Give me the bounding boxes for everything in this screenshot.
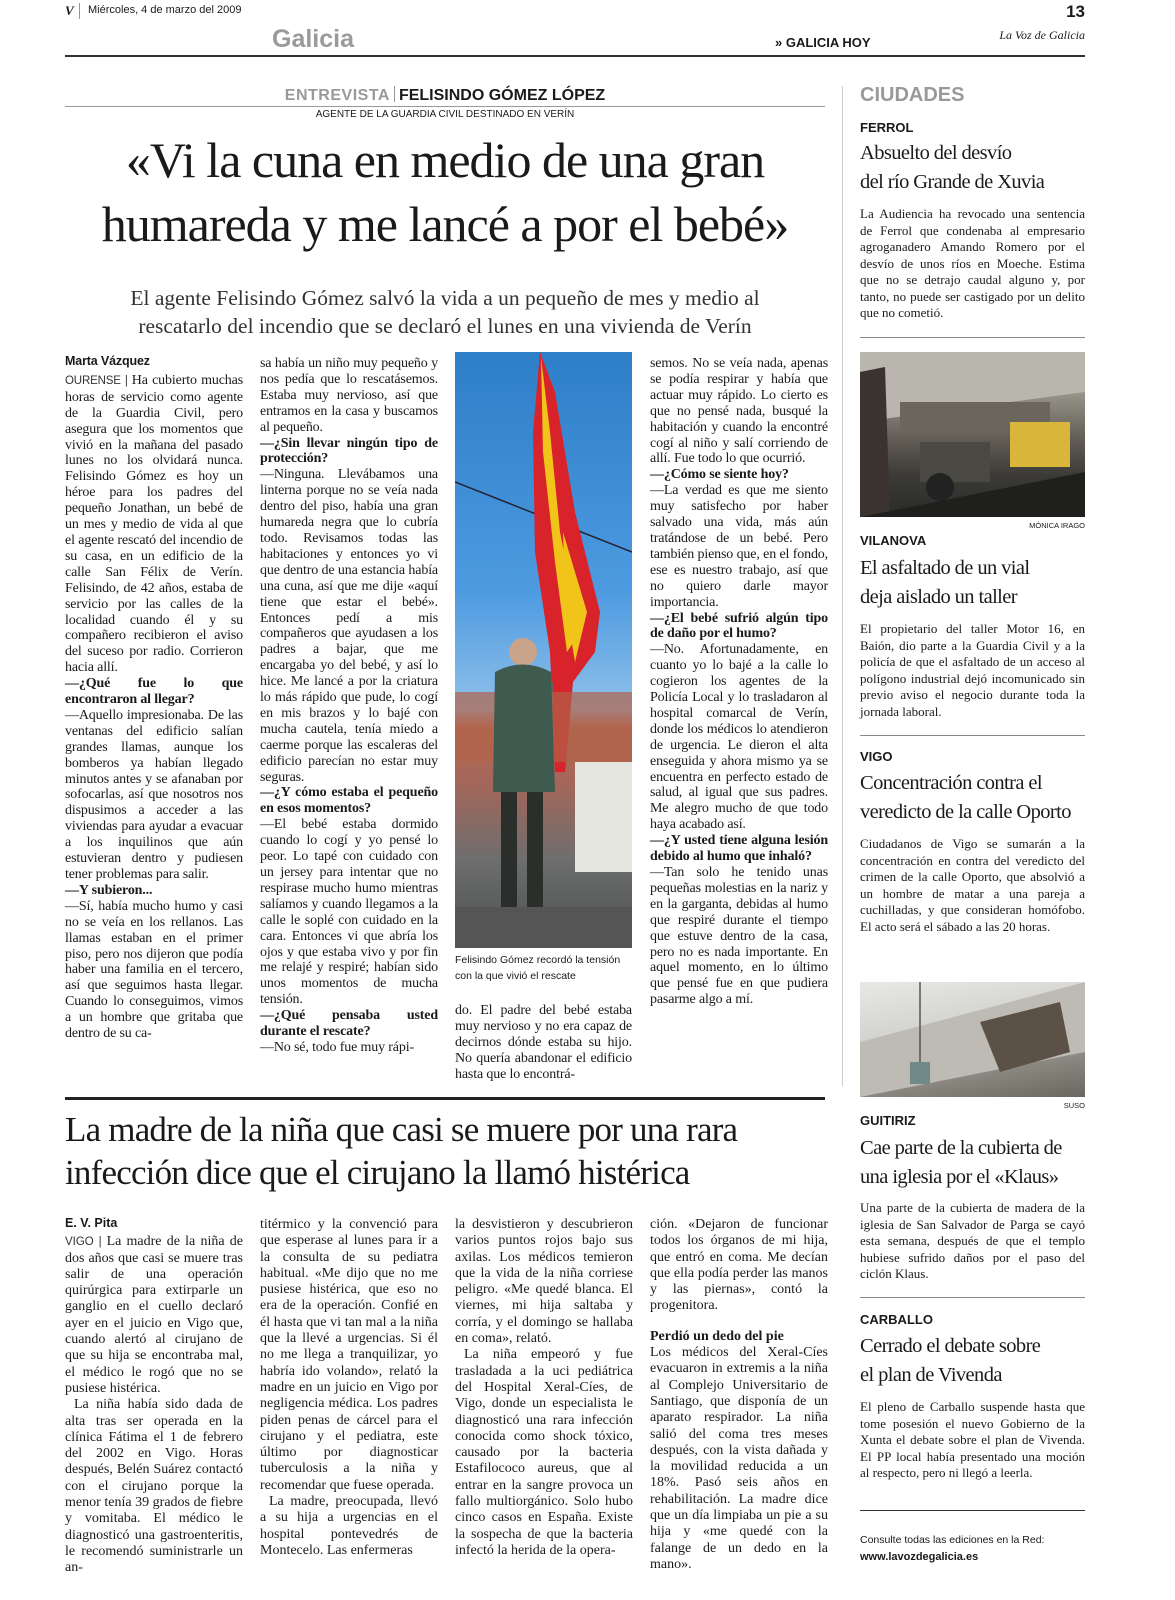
kicker-rule — [65, 106, 825, 107]
photo-credit: SUSO — [1063, 1101, 1085, 1110]
brief-headline — [860, 139, 1160, 197]
paragraph — [260, 356, 438, 436]
article-deck — [65, 284, 825, 340]
column-body — [650, 1217, 828, 1573]
paragraph-text: —No. Afortunadamente, en cuanto yo lo bajé a la calle lo cogieron los agentes de la Policía Local y lo trasladaron al hospital comarcal de Verín, donde los médicos lo atendieron de urgencia. Le dieron el alta enseguida y ahora mismo ya se encuentra en perfecto estado de salud, al igual que sus padres. Me alegro mucho de que todo haya acabado así. — [650, 642, 828, 833]
column-body — [455, 1003, 632, 1083]
brief-body: La Audiencia ha revocado una sentencia de Ferrol que condenaba al empresario agroganadero Amando Romero por el desvío de unos ríos en Moeche. Estima que no se detrajo caudal alguno y, por tanto, no puede ser castigado por un delito que no cometió. — [860, 206, 1085, 320]
subsection-label: » GALICIA HOY — [775, 35, 871, 50]
interview-column-3 — [455, 1003, 632, 1083]
paragraph — [260, 1217, 438, 1494]
paragraph — [260, 467, 438, 785]
paragraph-text: ción. «Dejaron de funcionar todos los órganos de mi hija, que entró en coma. Me decían que ella podía perder las manos y las piernas», contó la progenitora. — [650, 1217, 828, 1314]
newspaper-logo: V — [65, 3, 80, 19]
headline-line: el plan de Vivenda — [860, 1364, 1002, 1386]
issue-date: Miércoles, 4 de marzo del 2009 — [88, 4, 242, 16]
dateline: OURENSE | — [65, 374, 132, 387]
interview-question — [65, 676, 243, 708]
main-headline — [65, 128, 825, 256]
headline-line: una iglesia por el «Klaus» — [860, 1166, 1059, 1188]
flag-photo-illustration — [455, 352, 632, 948]
website-link[interactable]: www.lavozdegalicia.es — [860, 1551, 979, 1563]
headline-line: El asfaltado de un vial — [860, 557, 1030, 579]
subheading — [650, 1329, 828, 1345]
paragraph-text: Perdió un dedo del pie — [650, 1328, 784, 1344]
paragraph-text: —¿Qué pensaba usted durante el rescate? — [260, 1008, 438, 1040]
byline: Marta Vázquez — [65, 354, 150, 368]
paragraph — [650, 865, 828, 1008]
paragraph-text: la desvistieron y descubrieron varios puntos rojos bajo sus axilas. Los médicos temieron que la vida de la niña corriese peligro. «Me quedé blanca. El viernes, mi hija saltaba y corría, y el domingo se hallaba en coma», relató. — [455, 1217, 633, 1347]
interview-column-2 — [260, 356, 438, 1056]
paragraph — [455, 1347, 633, 1559]
paragraph-text: Ha cubierto muchas horas de servicio como agente de la Guardia Civil, pero asegura que los momentos que vivió en la mañana del pasado lunes no los olvidará nunca. Felisindo Gómez es hoy un héroe para los padres del pequeño Jonathan, un bebé de un mes y medio de vida al que el agente rescató del incendio de su casa, en un edificio de la calle San Félix de Verín. Felisindo, de 42 años, estaba de servicio por las calles de la localidad cuando él y su compañero recibieron el aviso del suceso por radio. Corrieron hacia allí. — [65, 372, 244, 676]
photo-caption: Felisindo Gómez recordó la tensión con la que vivió el rescate — [455, 954, 621, 982]
article2-column-3 — [455, 1217, 633, 1559]
page-number: 13 — [1066, 2, 1085, 21]
paragraph-text: —Aquello impresionaba. De las ventanas del edificio salían grandes llamas, aunque los bomberos ya habían llegado minutos antes y se afanaban por sofocarlas, así que nosotros nos dispusimos a acceder a las viviendas para ayudar a evacuar a los inquilinos que aún estuvieran dentro y pudiesen tener problemas para salir. — [65, 707, 243, 882]
paragraph-text: —¿Cómo se siente hoy? — [650, 467, 789, 483]
brief-headline — [860, 769, 1160, 827]
city-label: FERROL — [860, 120, 914, 135]
roadwork-photo-illustration — [860, 352, 1085, 517]
paragraph-text: semos. No se veía nada, apenas se podía respirar y había que actuar muy rápido. Lo cierto es que no pensé nada, busqué la habitación y cuando la encontré cogí al niño y salí corriendo de allí. Fue todo lo que ocurrió. — [650, 356, 828, 467]
dateline: VIGO | — [65, 1236, 107, 1249]
brief-rule — [860, 1297, 1085, 1298]
headline-line: Absuelto del desvío — [860, 142, 1012, 164]
footer-note: Consulte todas las ediciones en la Red: — [860, 1534, 1045, 1546]
paragraph-text: —Tan solo he tenido unas pequeñas molestias en la nariz y en la garganta, debidas al humo que respiré durante el tiempo que estuve dentro de la casa, pero no es nada importante. En aquel momento, en lo último que pensé fue en que pudiera pasarme algo a mí. — [650, 865, 828, 1008]
column-body — [260, 356, 438, 1056]
roadwork-photo — [860, 352, 1085, 517]
brief-headline — [860, 554, 1160, 612]
headline-line: Concentración contra el — [860, 772, 1043, 794]
paragraph-text: do. El padre del bebé estaba muy nervioso y no era capaz de decirnos dónde estaba su hijo. No quería abandonar el edificio hasta que lo encontrá- — [455, 1003, 632, 1082]
interview-column-1 — [65, 354, 243, 1042]
column-body — [260, 1217, 438, 1559]
city-label: VILANOVA — [860, 533, 927, 548]
headline-line: Cerrado el debate sobre — [860, 1335, 1041, 1357]
paragraph-text: —¿Sin llevar ningún tipo de protección? — [260, 435, 438, 467]
column-body — [65, 1234, 243, 1576]
interview-question — [650, 611, 828, 643]
column-body — [650, 356, 828, 1008]
brief-rule — [860, 735, 1085, 736]
city-label: VIGO — [860, 749, 893, 764]
interview-column-4 — [650, 356, 828, 1008]
brief-headline — [860, 1332, 1160, 1390]
interviewee-role: AGENTE DE LA GUARDIA CIVIL DESTINADO EN VERÍN — [315, 109, 575, 120]
church-roof-illustration — [860, 982, 1085, 1097]
article-kicker — [65, 86, 825, 105]
brief-body: El propietario del taller Motor 16, en Baión, dio parte a la Guardia Civil y a la policía de que el asfaltado de un acceso al polígono industrial dejó incomunicado sin previo aviso el negocio durante toda la jornada laboral. — [860, 621, 1085, 719]
photo-credit: MÓNICA IRAGO — [1029, 521, 1085, 530]
paragraph-text: La madre, preocupada, llevó a su hija a urgencias en el hospital pontevedrés de Montecelo. Las enfermeras — [260, 1494, 438, 1558]
article2-column-2 — [260, 1217, 438, 1559]
headline-line: deja aislado un taller — [860, 586, 1017, 608]
interview-question — [65, 883, 243, 899]
paragraph — [65, 1234, 243, 1397]
paragraph-text: —El bebé estaba dormido cuando lo cogí y yo pensé lo peor. Lo tapé con cuidado con un jersey para intentar que no respirase mucho humo mientras salíamos y cuando llegamos a la calle le soplé con cuidado en la cara. Entonces vi que abría los ojos y que estaba vivo y por fin me relajé y respiré; habían sido unos momentos de mucha tensión. — [260, 817, 438, 1008]
kicker-divider — [394, 86, 395, 102]
paragraph-text: La niña empeoró y fue trasladada a la uci pediátrica del Hospital Xeral-Cíes, de Vigo, donde un especialista le diagnosticó una rara infección conocida como shock tóxico, causado por la bacteria Estafilococo aureus, que al entrar en la sangre provoca un fallo multiorgánico. Solo hubo cinco casos en España. Existe la sospecha de que la bacteria infectó la herida de la opera- — [455, 1347, 633, 1558]
paragraph-text: La niña había sido dada de alta tras ser operada en la clínica Fátima el 1 de febrero del 2002 en Vigo. Horas después, Belén Suárez contactó con el cirujano porque la menor tenía 39 grados de fiebre y vomitaba. El médico le diagnosticó una gastroenteritis, le recomendó suministrarle un an- — [65, 1397, 243, 1576]
paragraph-text: titérmico y la convenció para que esperase al lunes para ir a la consulta de su pediatra habitual. «Me dijo que no me pusiese histérica, que eso no era de la operación. Confié en él hasta que vi tan mal a la niña que la llevé a urgencias. Si él no me llega a tranquilizar, yo habría ido volando», relató la madre en un juicio en Vigo por negligencia médica. Los padres piden penas de cárcel para el cirujano y el pediatra, este último por diagnosticar tuberculosis a la niña y recomendar que fuese operada. — [260, 1217, 438, 1493]
paragraph-text: —¿Qué fue lo que encontraron al llegar? — [65, 676, 243, 708]
paragraph — [65, 899, 243, 1042]
paragraph — [650, 356, 828, 467]
paragraph — [455, 1003, 632, 1083]
paragraph — [455, 1217, 633, 1347]
paragraph — [260, 1040, 438, 1056]
deck-line: El agente Felisindo Gómez salvó la vida a un pequeño de mes y medio al — [130, 286, 760, 310]
headline-line: humareda y me lancé a por el bebé» — [101, 196, 789, 252]
paragraph — [65, 708, 243, 883]
sidebar-title: CIUDADES — [860, 84, 965, 106]
paragraph — [650, 1217, 828, 1315]
byline: E. V. Pita — [65, 1216, 118, 1230]
column-body — [65, 373, 243, 1042]
agent-photo — [455, 352, 632, 948]
headline-line: «Vi la cuna en medio de una gran — [125, 132, 765, 188]
interview-question — [650, 467, 828, 483]
interview-question — [260, 785, 438, 817]
brief-rule — [860, 337, 1085, 338]
paragraph — [650, 1345, 828, 1573]
section-title: Galicia — [272, 25, 354, 53]
interview-question — [260, 1008, 438, 1040]
brief-body: Ciudadanos de Vigo se sumarán a la concentración en contra del veredicto del crimen de la calle Oporto, que absolvió a un hombre de matar a una pareja a cuchilladas, y que consideran homófobo. El acto será el sábado a las 20 horas. — [860, 836, 1085, 934]
kicker-label: ENTREVISTA — [284, 87, 390, 104]
city-label: GUITIRIZ — [860, 1113, 916, 1128]
paragraph-text: —Y subieron... — [65, 882, 153, 898]
paragraph-text: La madre de la niña de dos años que casi se muere tras salir de una operación quirúrgica para extirparle un ganglio en el cuello declaró ayer en el juicio en Vigo que, cuando alertó al cirujano de que su hija se encontraba mal, el médico le rogó que no se pusiese histérica. — [65, 1234, 243, 1396]
header-rule — [65, 55, 1085, 57]
paragraph — [65, 1397, 243, 1576]
city-label: CARBALLO — [860, 1312, 933, 1327]
article-divider — [65, 1097, 825, 1100]
brief-body: Una parte de la cubierta de madera de la iglesia de San Salvador de Parga se cayó esta semana, después de que el templo hubiese sufrido daños por el paso del ciclón Klaus. — [860, 1200, 1085, 1281]
paragraph — [650, 483, 828, 610]
paragraph-text: —La verdad es que me siento muy satisfecho por haber salvado una vida, más aún tratándose de un bebé. Pero también pienso que, en el fondo, ese es nuestro trabajo, así que no quiero darle mayor importancia. — [650, 483, 828, 610]
paragraph — [260, 817, 438, 1008]
paragraph — [260, 1494, 438, 1559]
brief-headline — [860, 1134, 1160, 1192]
paragraph-text: —Ninguna. Llevábamos una linterna porque no se veía nada dentro del piso, había una gran humareda negra que lo cubría todo. Revisamos todas las habitaciones y entonces yo vi que dentro de una estancia había una cuna, así que me dije «aquí tiene que estar el bebé». Entonces pedí a mis compañeros que ayudasen a los padres a bajar, que me encargaba yo del bebé, y así lo hice. Me lancé a por la criatura lo más rápido que pude, lo cogí en mis brazos y lo bajé con mucha cautela, tenía miedo a caerme porque las escaleras del edificio parecían no estar muy seguras. — [260, 467, 438, 785]
paragraph-text: sa había un niño muy pequeño y nos pedía que lo rescatásemos. Estaba muy nervioso, así que entramos en la casa y buscamos al pequeño. — [260, 356, 438, 435]
second-headline — [65, 1108, 825, 1194]
paragraph-text: —¿Y usted tiene alguna lesión debido al humo que inhaló? — [650, 833, 828, 865]
brief-body: El pleno de Carballo suspende hasta que tome posesión el nuevo Gobierno de la Xunta el debate sobre el plan de Vivenda. El PP local había presentado una moción al respecto, pero ni llegó a leerla. — [860, 1399, 1085, 1480]
interview-question — [260, 436, 438, 468]
headline-line: La madre de la niña que casi se muere por una rara — [65, 1110, 738, 1149]
kicker-name: FELISINDO GÓMEZ LÓPEZ — [398, 87, 606, 104]
headline-line: del río Grande de Xuvia — [860, 171, 1045, 193]
sidebar-divider — [842, 86, 843, 1086]
headline-line: veredicto de la calle Oporto — [860, 801, 1071, 823]
paragraph — [650, 642, 828, 833]
paragraph-text: —Sí, había mucho humo y casi no se veía en los rellanos. Las llamas estaban en el primer piso, pero nos dijeron que podía haber una familia en el tercero, así que seguimos hasta llegar. Cuando lo conseguimos, vimos a un hombre que gritaba que dentro de su ca- — [65, 898, 243, 1042]
article2-column-4 — [650, 1217, 828, 1573]
paragraph-text: Los médicos del Xeral-Cíes evacuaron in extremis a la niña al Complejo Universitario de Santiago, que disponía de un aparato respirador. La niña salió del coma tres meses después, con la vista dañada y la movilidad reducida a un 18%. Pasó seis años en rehabilitación. La madre dice que un día limpiaba un pie a su hija y «me quedé con la falange de un dedo en la mano». — [650, 1345, 828, 1572]
headline-line: Cae parte de la cubierta de — [860, 1137, 1062, 1159]
paragraph-text: —No sé, todo fue muy rápi- — [260, 1039, 414, 1055]
footer-rule — [860, 1510, 1085, 1511]
paragraph-text: —¿El bebé sufrió algún tipo de daño por el humo? — [650, 610, 828, 642]
interview-question — [650, 833, 828, 865]
article2-column-1 — [65, 1215, 243, 1577]
brand-masthead: La Voz de Galicia — [999, 28, 1085, 42]
church-roof-photo — [860, 982, 1085, 1097]
paragraph-text: —¿Y cómo estaba el pequeño en esos momentos? — [260, 785, 438, 817]
deck-line: rescatarlo del incendio que se declaró el lunes en una vivienda de Verín — [138, 314, 752, 338]
column-body — [455, 1217, 633, 1559]
paragraph — [65, 373, 243, 676]
headline-line: infección dice que el cirujano la llamó histérica — [65, 1153, 690, 1192]
